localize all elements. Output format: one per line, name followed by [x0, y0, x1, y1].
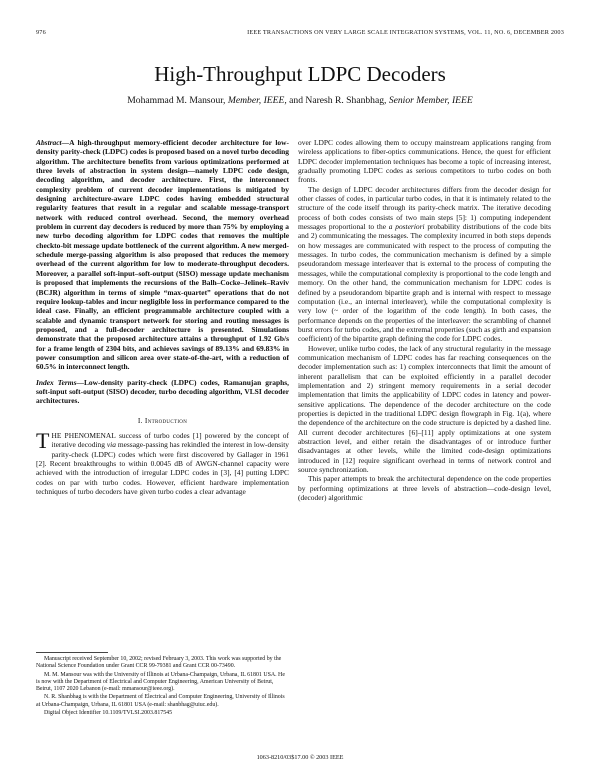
author2-name: Naresh R. Shanbhag, [305, 95, 387, 106]
author2-role: Senior Member, IEEE [388, 95, 473, 106]
intro-lead: HE PHENOMENAL [51, 430, 116, 440]
page-number: 976 [36, 29, 46, 36]
footnote-rule [36, 652, 108, 653]
right-p2-text-a: The design of LDPC decoder architectures differs from the decoder design for other classes of codes, in particular turbo codes, in that it is intimately related to the structure of the code itself through its parity-check matrix. The iterative decoding process of both codes consists of two main steps [5]: 1) computing independent messages proportional to the [298, 184, 551, 232]
author1-name: Mohammad M. Mansour, [127, 95, 226, 106]
author-line [0, 95, 600, 107]
drop-cap: T [36, 427, 50, 453]
right-p2-emphasis: a posteriori [388, 222, 425, 232]
index-terms [36, 378, 289, 406]
right-paragraph-2 [298, 185, 551, 344]
abstract [36, 138, 289, 372]
right-paragraph-1: over LDPC codes allowing them to occupy mainstream applications ranging from wireless applications to fiber-optics communications. Hence, the quest for efficient LDPC decoder implementation techniques has become a topic of increasing interest, gradually promoting LDPC codes as serious competitors to turbo codes on both fronts. [298, 138, 551, 185]
running-header [36, 29, 564, 39]
index-terms-label: Index Terms— [36, 377, 84, 387]
intro-paragraph [36, 427, 289, 497]
journal-line: IEEE TRANSACTIONS ON VERY LARGE SCALE INTEGRATION SYSTEMS, VOL. 11, NO. 6, DECEMBER 2003 [247, 29, 564, 36]
right-paragraph-4: This paper attempts to break the architectural dependence on the code properties by performing optimizations at three levels of abstraction—code-design level, (decoder) algorithmic [298, 474, 551, 503]
paper-title: High-Throughput LDPC Decoders [154, 62, 446, 86]
intro-text-b: message-passing has rekindled the interest in low-density parity-check (LDPC) codes which were first discovered by Gallager in 1961 [2]. Recent breakthroughs to within 0.0045 dB of AWGN-channel capacity were achieved with the introduction of irregular LDPC codes in [3], [4] putting LDPC codes on par with turbo codes. However, efficient hardware implementation techniques of turbo decoders have given turbo codes a clear advantage [36, 440, 289, 497]
footnote-doi: Digital Object Identifier 10.1109/TVLSI.2003.817545 [44, 710, 173, 717]
footnote-manuscript: Manuscript received September 10, 2002; revised February 3, 2003. This work was supported by the National Science Foundation under Grant CCR 99-79381 and Grant CCR 00-73490. [36, 656, 282, 670]
abstract-text: A high-throughput memory-efficient decoder architecture for low-density parity-check (LDPC) codes is proposed based on a novel turbo decoding algorithm. The architecture benefits from various optimizations performed at three levels of abstraction in system design—namely LDPC code design, decoding algorithm, and decoder architecture. First, the interconnect complexity problem of current decoder implementations is mitigated by designing architecture-aware LDPC codes having embedded structural regularity features that result in a regular and scalable message-transport network with reduced control overhead. Second, the memory overhead problem in current day decoders is reduced by more than 75% by employing a new turbo decoding algorithm for LDPC codes that removes the multiple checkto-bit message update bottleneck of the current algorithm. A new merged-schedule merge-passing algorithm is also proposed that reduces the memory overhead of the current algorithm for low to moderate-throughput decoders. Moreover, a parallel soft-input–soft-output (SISO) message update mechanism is proposed that implements the recursions of the Balh–Cocke–Jelinek–Raviv (BCJR) algorithm in terms of simple “max-quartet” operations that do not require lookup-tables and incur negligible loss in performance compared to the ideal case. Finally, an efficient programmable architecture coupled with a scalable and dynamic transport network for storing and routing messages is proposed, and a full-decoder architecture is presented. Simulations demonstrate that the proposed architecture attains a throughput of 1.92 Gb/s for a frame length of 2304 bits, and achieves savings of 89.13% and 69.83% in power consumption and silicon area over state-of-the-art, with a reduction of 60.5% in interconnect length. [36, 138, 289, 372]
author-connector: and [289, 95, 304, 106]
author1-role: Member, IEEE, [227, 95, 287, 106]
footnote-author2: N. R. Shanbhag is with the Department of Electrical and Computer Engineering, University of Illinois at Urbana-Champaign, Urbana, IL 61801 USA (e-mail: shanbhag@uiuc.edu). [36, 694, 285, 708]
intro-text-a: success of turbo codes [1] powered by the concept of iterative decoding [51, 430, 289, 450]
section-heading-introduction: I. Introduction [137, 415, 188, 425]
right-column [298, 138, 551, 502]
footnotes [36, 656, 289, 718]
intro-via: via [106, 440, 116, 450]
copyright-footer: 1063-8210/03$17.00 © 2003 IEEE [256, 754, 344, 761]
index-terms-text: Low-density parity-check (LDPC) codes, Ramanujan graphs, soft-input soft-output (SISO) decoder, turbo decoding algorithm, VLSI decoder architectures. [36, 377, 289, 406]
footnote-author1: M. M. Mansour was with the University of Illinois at Urbana-Champaign, Urbana, IL 61801 USA. He is now with the Department of Electrical and Computer Engineering, American University of Beirut, Beirut, 1107 2020 Lebanon (e-mail: mmansour@ieee.org). [36, 671, 285, 693]
right-p2-text-b: probability distributions of the code bits and 2) communicating the messages. The complexity incurred in both steps depends on how messages are communicated with respect to the process of computing the messages. In turbo codes, the communication mechanism is defined by a simple pseudorandom message interleaver that is external to the process of computing the messages, while the computational complexity is proportional to the code length and memory. On the other hand, the communication mechanism for LDPC codes is defined by a pseudorandom bipartite graph and is internal with respect to message computation (i.e., an internal interleaver), while the computational complexity is very low (~ order of the logarithm of the code length). In both cases, the performance depends on the properties of the interleaver: the scrambling of channel burst errors for turbo codes, and the extremal properties (such as girth and expansion coefficient) of the bipartite graph defining the code for LDPC codes. [298, 222, 551, 344]
left-column [36, 138, 289, 496]
abstract-label: Abstract— [36, 138, 70, 147]
right-paragraph-3: However, unlike turbo codes, the lack of any structural regularity in the message communication mechanism of LDPC codes has far reaching consequences on the decoder implementation such as: 1) complex interconnects that limit the amount of inherent parallelism that can be exploited efficiently in a parallel decoder implementation and 2) stringent memory requirements in a serial decoder implementation that limits the applicability of LDPC codes in latency and power-sensitive applications. The dependence of the decoder architecture on the code properties is depicted in the traditional LDPC design flowgraph in Fig. 1(a), where the dependence of the architecture on the code structure is depicted by a dashed line. All current decoder architectures [6]–[11] apply optimizations at one system abstraction level, and either retain the disadvantages of or introduce further disadvantages at other levels, while the limited code-design optimizations introduced in [12] require significant overhead in terms of network control and source synchronization. [298, 343, 551, 475]
